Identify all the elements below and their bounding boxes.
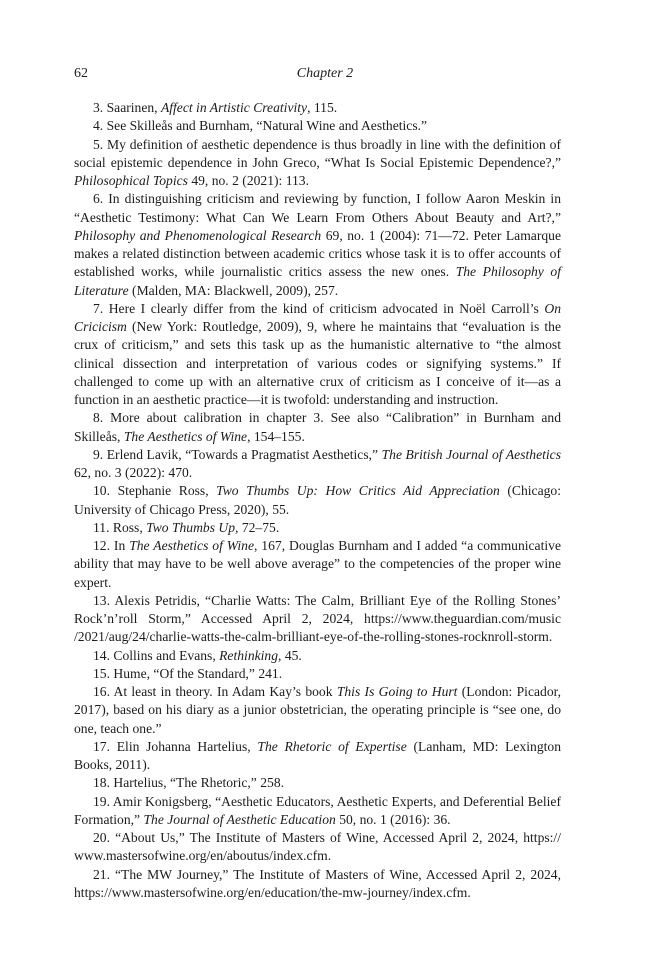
endnote-italic-text: The British Journal of Aesthetics — [381, 446, 561, 462]
endnote — [74, 866, 561, 903]
endnote-italic-text: Rethinking — [219, 647, 279, 663]
endnote-italic-text: On Cricicism — [74, 300, 561, 334]
endnote-text: 3. Saarinen, — [93, 100, 161, 115]
endnote — [74, 592, 561, 647]
endnote — [74, 117, 561, 135]
endnote-text: (Malden, MA: Blackwell, 2009), 257. — [128, 282, 339, 298]
endnote — [74, 300, 561, 410]
endnote — [74, 482, 561, 519]
endnote-text: 19. Amir Konigsberg, “Aesthetic Educators, Aesthetic Experts, and Deferential Belief Formation,” — [74, 793, 561, 827]
endnote-text: 16. At least in theory. In Adam Kay’s book — [93, 684, 337, 699]
endnote-text: 11. Ross, — [93, 519, 147, 535]
endnote-italic-text: Philosophy and Phenomenological Research — [74, 227, 322, 243]
endnote-text: (New York: Routledge, 2009), 9, where he maintains that “evaluation is the crux of criticism,” and sets this task up as the humanistic alternative to “the almost clinical dissection and interpretation of various codes or signifying systems.” If challenged to come up with an alternative crux of criticism as I conceive of it—as a function in an aesthetic practice—it is twofold: understanding and instruction. — [74, 319, 561, 407]
endnote-text: 10. Stephanie Ross, — [93, 483, 217, 499]
endnote-italic-text: The Journal of Aesthetic Education — [143, 811, 336, 827]
endnote — [74, 829, 561, 866]
endnote — [74, 774, 561, 792]
endnote — [74, 99, 561, 117]
endnote-text: 18. Hartelius, “The Rhetoric,” 258. — [93, 775, 285, 791]
endnote — [74, 190, 561, 300]
endnote-text: (Lanham, MD: Lexington Books, 2011). — [74, 738, 562, 772]
endnote-text: 6. In distinguishing criticism and reviewing by function, I follow Aaron Meskin in “Aesthetic Testimony: What Can We Learn From Others About Beauty and Art?,” — [74, 191, 561, 225]
endnote-text: 20. “About Us,” The Institute of Masters of Wine, Accessed April 2, 2024, https://​www.mastersofwine.org/en/aboutus/index.cfm. — [74, 830, 561, 864]
endnote-text: 12. In — [93, 538, 130, 553]
endnote-text: 17. Elin Johanna Hartelius, — [93, 738, 258, 754]
endnote-text: , 154–155. — [247, 428, 305, 444]
endnote-text: 50, no. 1 (2016): 36. — [335, 811, 451, 827]
endnote-text: , 45. — [278, 647, 302, 663]
endnote-text: (Chicago: University of Chicago Press, 2020), 55. — [74, 483, 561, 517]
endnote-text: , 167, Douglas Burnham and I added “a communicative ability that may have to be well above average” to the competencies of the proper wine expert. — [74, 538, 561, 590]
endnote-text: 21. “The MW Journey,” The Institute of Masters of Wine, Accessed April 2, 2024, https://www.mastersofwine.org/en/education/the-mw-journey/index.cfm. — [74, 866, 561, 900]
endnote — [74, 446, 561, 483]
endnote-text: , 72–75. — [235, 519, 280, 535]
endnote — [74, 537, 561, 592]
endnote-italic-text: Two Thumbs Up: How Critics Aid Appreciation — [216, 483, 500, 499]
endnote — [74, 665, 561, 683]
endnote-italic-text: The Rhetoric of Expertise — [257, 738, 407, 754]
endnote-text: 49, no. 2 (2021): 113. — [187, 173, 309, 188]
chapter-label: Chapter 2 — [296, 66, 354, 81]
endnote-text: 8. More about calibration in chapter 3. See also “Calibration” in Burnham and Skilleås, — [74, 410, 561, 444]
endnote-text: 7. Here I clearly differ from the kind of criticism advocated in Noël Carroll’s — [93, 300, 545, 316]
endnotes-list — [74, 99, 561, 902]
endnote — [74, 136, 561, 191]
endnote-italic-text: The Philosophy of Literature — [74, 264, 561, 298]
endnote-italic-text: The Aesthetics of Wine — [123, 428, 248, 444]
endnote-text: 13. Alexis Petridis, “Charlie Watts: The Calm, Brilliant Eye of the Rolling Stones’ Rock’n’roll Storm,” Accessed April 2, 2024, https://www.theguardian.com/music​/2021/aug/24/charlie-watts-the-calm-brilliant-eye-of-the-rolling-stones-rocknroll​-storm. — [74, 592, 561, 645]
endnote-text: (London: Picador, 2017), based on his diary as a junior obstetrician, the operating principle is “see one, do one, teach one.” — [74, 684, 561, 736]
endnote-text: 69, no. 1 (2004): 71—72. Peter Lamarque makes a related distinction between academic critics whose task it is to offer accounts of established works, while journalistic critics assess the new ones. — [74, 227, 561, 280]
endnote-text: 9. Erlend Lavik, “Towards a Pragmatist Aesthetics,” — [93, 446, 382, 462]
endnote-italic-text: Philosophical Topics — [74, 173, 188, 188]
endnote-text: 5. My definition of aesthetic dependence is thus broadly in line with the definition of social epistemic dependence in John Greco, “What Is Social Epistemic Dependence?,” — [74, 136, 561, 170]
running-head — [74, 66, 576, 86]
endnote — [74, 793, 561, 830]
endnote-text: 4. See Skilleås and Burnham, “Natural Wine and Aesthetics.” — [93, 118, 428, 134]
endnote-text: , 115. — [307, 100, 338, 115]
endnote-italic-text: Two Thumbs Up — [146, 519, 236, 535]
page-number: 62 — [74, 66, 88, 81]
endnote — [74, 683, 561, 738]
endnote — [74, 738, 561, 775]
endnote — [74, 647, 561, 665]
endnote-italic-text: The Aesthetics of Wine — [129, 538, 254, 553]
endnote-text: 62, no. 3 (2022): 470. — [74, 465, 193, 480]
endnote-italic-text: Affect in Artistic Creativity — [160, 100, 308, 115]
endnote — [74, 519, 561, 537]
endnote-text: 15. Hume, “Of the Standard,” 241. — [93, 665, 283, 681]
endnote — [74, 409, 561, 446]
endnote-text: 14. Collins and Evans, — [93, 647, 220, 663]
endnote-italic-text: This Is Going to Hurt — [336, 684, 458, 699]
